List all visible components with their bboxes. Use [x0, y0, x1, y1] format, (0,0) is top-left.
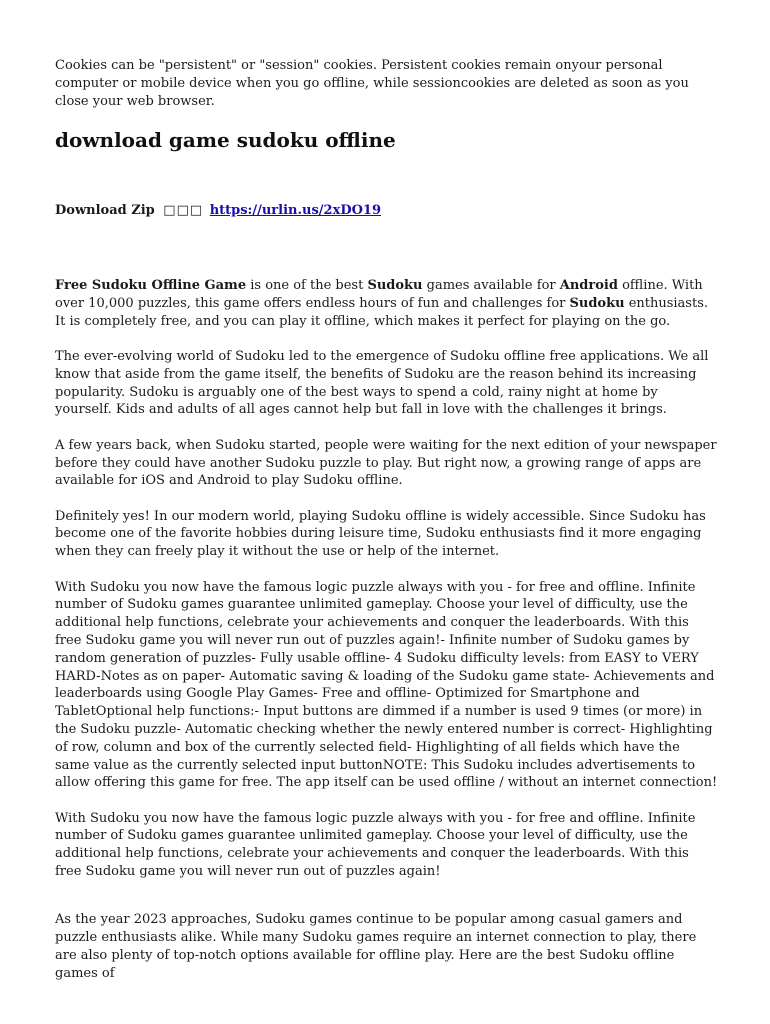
- download-label: Download Zip: [55, 203, 155, 219]
- cookies-intro-paragraph: Cookies can be "persistent" or "session" cookies. Persistent cookies remain onyour personal computer or mobile device when you go offline, while sessioncookies are deleted as soon as you close your web browser.: [55, 58, 689, 109]
- bold-text: Sudoku: [569, 295, 625, 311]
- download-line: [55, 202, 718, 220]
- bold-text: Sudoku: [367, 278, 423, 294]
- page-title: download game sudoku offline: [55, 128, 396, 153]
- placeholder-glyphs: □□□: [163, 203, 204, 219]
- article-body: [55, 277, 718, 982]
- paragraph-year-2023: As the year 2023 approaches, Sudoku games continue to be popular among casual gamers and puzzle enthusiasts alike. While many Sudoku games require an internet connection to play, there are also plenty of top-notch options available for offline play. Here are the best Sudoku offline games of: [55, 912, 697, 981]
- paragraph-text: enthusiasts. It is completely free, and you can play it offline, which makes it perfect for playing on the go.: [55, 295, 709, 329]
- bold-text: Free Sudoku Offline Game: [55, 278, 247, 294]
- download-link[interactable]: https://urlin.us/2xDO19: [209, 203, 382, 219]
- paragraph-text: offline. With over 10,000 puzzles, this game offers endless hours of fun and challenges for: [55, 278, 703, 311]
- paragraph-evolving-world: The ever-evolving world of Sudoku led to the emergence of Sudoku offline free applications. We all know that aside from the game itself, the benefits of Sudoku are the reason behind its increasing popularity. Sudoku is arguably one of the best ways to spend a cold, rainy night at home by yourself. Kids and adults of all ages cannot help but fall in love with the challenges it brings.: [55, 349, 709, 418]
- spacer: [55, 898, 718, 911]
- paragraph-free-sudoku: [55, 277, 718, 330]
- paragraph-definitely-yes: Definitely yes! In our modern world, playing Sudoku offline is widely accessible. Since Sudoku has become one of the favorite hobbies during leisure time, Sudoku enthusiasts find it more engaging when they can freely play it without the use or help of the internet.: [55, 508, 706, 560]
- paragraph-features-list: With Sudoku you now have the famous logic puzzle always with you - for free and offline. Infinite number of Sudoku games guarantee unlimited gameplay. Choose your level of difficulty, use the additional help functions, celebrate your achievements and conquer the leaderboards. With this free Sudoku game you will never run out of puzzles again!- Infinite number of Sudoku games by random generation of puzzles- Fully usable offline- 4 Sudoku difficulty levels: from EASY to VERY HARD-Notes as on paper- Automatic saving & loading of the Sudoku game state- Achievements and leaderboards using Google Play Games- Free and offline- Optimized for Smartphone and TabletOptional help functions:- Input buttons are dimmed if a number is used 9 times (or more) in the Sudoku puzzle- Automatic checking whether the newly entered number is correct- Highlighting of row, column and box of the currently selected field- Highlighting of all fields which have the same value as the currently selected input buttonNOTE: This Sudoku includes advertisements to allow offering this game for free. The app itself can be used offline / without an internet connection!: [55, 579, 718, 791]
- paragraph-text: games available for: [422, 278, 560, 294]
- paragraph-few-years-back: A few years back, when Sudoku started, people were waiting for the next edition of your newspaper before they could have another Sudoku puzzle to play. But right now, a growing range of apps are available for iOS and Android to play Sudoku offline.: [55, 437, 717, 489]
- paragraph-logic-puzzle: With Sudoku you now have the famous logic puzzle always with you - for free and offline. Infinite number of Sudoku games guarantee unlimited gameplay. Choose your level of difficulty, use the additional help functions, celebrate your achievements and conquer the leaderboards. With this free Sudoku game you will never run out of puzzles again!: [55, 810, 696, 879]
- paragraph-text: is one of the best: [246, 278, 368, 294]
- bold-text: Android: [559, 278, 618, 294]
